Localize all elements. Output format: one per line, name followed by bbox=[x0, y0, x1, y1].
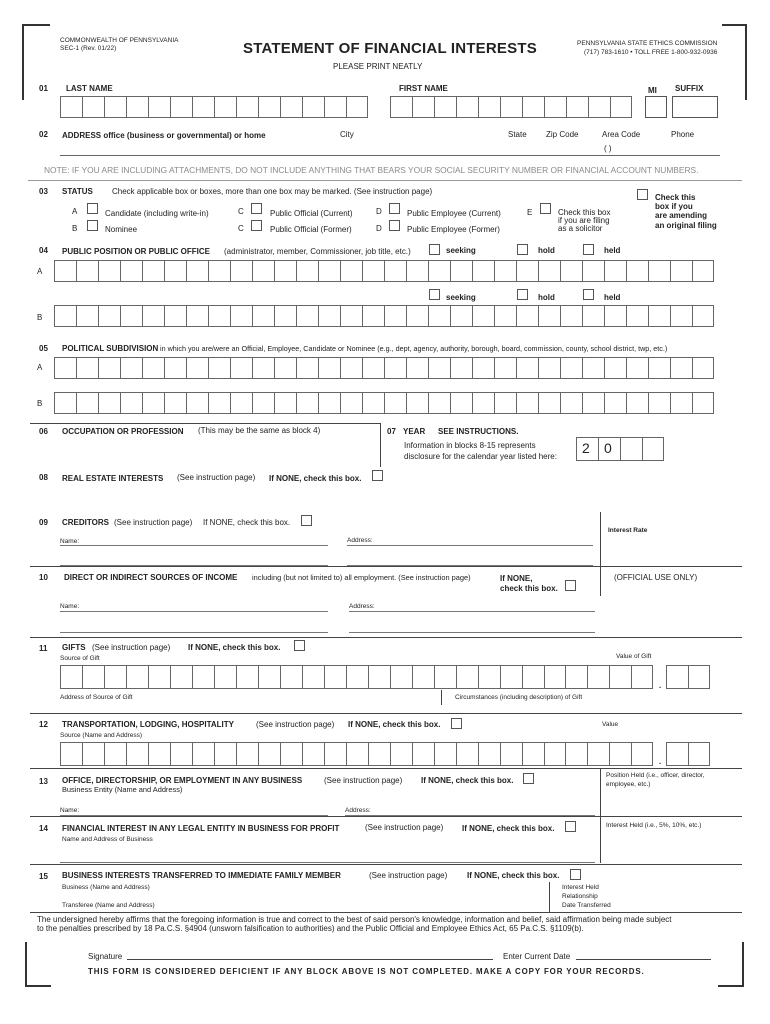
political-subdivision-label: POLITICAL SUBDIVISION bbox=[62, 344, 159, 353]
business-transfer-label: BUSINESS INTERESTS TRANSFERRED TO IMMEDIATE FAMILY MEMBER bbox=[62, 871, 341, 880]
form-title: STATEMENT OF FINANCIAL INTERESTS bbox=[243, 40, 537, 57]
transportation-value-dollars-field[interactable] bbox=[565, 742, 653, 766]
interest-rate-label: Interest Rate bbox=[608, 527, 648, 534]
divider bbox=[380, 423, 381, 467]
divider bbox=[30, 566, 742, 567]
position-a-seeking-label: seeking bbox=[446, 246, 476, 255]
subdivision-a-field[interactable] bbox=[54, 357, 714, 379]
income-address-line-2[interactable] bbox=[349, 632, 595, 633]
status-hint: Check applicable box or boxes, more than one box may be marked. (See instruction page) bbox=[112, 187, 433, 196]
position-b-letter: B bbox=[37, 313, 43, 322]
candidate-label: Candidate (including write-in) bbox=[105, 209, 209, 218]
signature-line[interactable] bbox=[127, 959, 493, 960]
occupation-hint: (This may be the same as block 4) bbox=[198, 426, 321, 435]
status-d-letter: D bbox=[376, 207, 382, 216]
corner-bottom-left-v bbox=[25, 942, 27, 987]
section-09-number: 09 bbox=[39, 518, 48, 527]
business-transfer-hint: (See instruction page) bbox=[369, 871, 448, 880]
last-name-label: LAST NAME bbox=[66, 84, 113, 93]
year-label: YEAR bbox=[403, 427, 426, 436]
transportation-value-label: Value bbox=[602, 721, 619, 728]
office-directorship-label: OFFICE, DIRECTORSHIP, OR EMPLOYMENT IN ANY BUSINESS bbox=[62, 776, 303, 785]
creditors-hint: (See instruction page) bbox=[114, 518, 193, 527]
income-address-label: Address: bbox=[349, 603, 375, 610]
mi-field[interactable] bbox=[645, 96, 667, 118]
section-10-number: 10 bbox=[39, 573, 48, 582]
first-name-label: FIRST NAME bbox=[399, 84, 448, 93]
commission-phone: (717) 783-1610 • TOLL FREE 1-800-932-0936 bbox=[584, 49, 718, 56]
public-official-current-label: Public Official (Current) bbox=[270, 209, 353, 218]
position-b-field[interactable] bbox=[54, 305, 714, 327]
real-estate-none-checkbox[interactable] bbox=[372, 470, 383, 481]
office-directorship-none-checkbox[interactable] bbox=[523, 773, 534, 784]
gifts-none-label: If NONE, check this box. bbox=[188, 643, 281, 652]
creditors-none-checkbox[interactable] bbox=[301, 515, 312, 526]
address-label: ADDRESS office (business or governmental) or home bbox=[62, 131, 266, 140]
section-15-number: 15 bbox=[39, 872, 48, 881]
status-label: STATUS bbox=[62, 187, 93, 196]
transfer-interest-held-label: Interest Held bbox=[562, 884, 599, 891]
section-02-number: 02 bbox=[39, 130, 48, 139]
creditors-address-line[interactable] bbox=[347, 545, 593, 546]
nominee-label: Nominee bbox=[105, 225, 138, 234]
public-employee-current-label: Public Employee (Current) bbox=[407, 209, 501, 218]
solicitor-line-2: if you are filing bbox=[558, 216, 610, 225]
divider bbox=[30, 912, 742, 913]
public-employee-former-label: Public Employee (Former) bbox=[407, 225, 500, 234]
amending-line-3: are amending bbox=[655, 211, 708, 220]
financial-interest-label: FINANCIAL INTEREST IN ANY LEGAL ENTITY IN BUSINESS FOR PROFIT bbox=[62, 824, 340, 833]
income-name-label: Name: bbox=[60, 603, 80, 610]
phone-label: Phone bbox=[671, 130, 695, 139]
section-11-number: 11 bbox=[39, 644, 48, 653]
year-info-2: disclosure for the calendar year listed here: bbox=[404, 452, 557, 461]
section-01-number: 01 bbox=[39, 84, 48, 93]
income-none-label-2: check this box. bbox=[500, 584, 558, 593]
divider bbox=[30, 637, 742, 638]
position-a-hold-checkbox[interactable] bbox=[517, 244, 528, 255]
financial-interest-line[interactable] bbox=[60, 862, 595, 863]
year-hint: SEE INSTRUCTIONS. bbox=[438, 427, 519, 436]
status-a-letter: A bbox=[72, 207, 78, 216]
gift-value-cents-field[interactable] bbox=[666, 665, 710, 689]
subdivision-a-letter: A bbox=[37, 363, 43, 372]
gift-address-label: Address of Source of Gift bbox=[60, 694, 133, 701]
corner-top-left-v bbox=[22, 24, 24, 100]
position-b-hold-checkbox[interactable] bbox=[517, 289, 528, 300]
address-line[interactable] bbox=[60, 155, 720, 156]
gifts-label: GIFTS bbox=[62, 643, 86, 652]
divider bbox=[600, 816, 601, 863]
corner-top-right bbox=[722, 24, 747, 26]
financial-interest-none-checkbox[interactable] bbox=[565, 821, 576, 832]
divider bbox=[30, 713, 742, 714]
status-b-letter: B bbox=[72, 224, 78, 233]
area-code-label: Area Code bbox=[602, 130, 641, 139]
real-estate-none-label: If NONE, check this box. bbox=[269, 474, 362, 483]
public-employee-current-checkbox[interactable] bbox=[389, 203, 400, 214]
transportation-value-decimal: . bbox=[659, 757, 662, 766]
public-official-former-checkbox[interactable] bbox=[251, 220, 262, 231]
subdivision-b-letter: B bbox=[37, 399, 43, 408]
position-held-label-1: Position Held (i.e., officer, director, bbox=[606, 772, 705, 779]
amending-checkbox[interactable] bbox=[637, 189, 648, 200]
transportation-hint: (See instruction page) bbox=[256, 720, 335, 729]
candidate-checkbox[interactable] bbox=[87, 203, 98, 214]
transportation-value-cents-field[interactable] bbox=[666, 742, 710, 766]
last-name-field[interactable] bbox=[60, 96, 368, 118]
business-transfer-none-checkbox[interactable] bbox=[570, 869, 581, 880]
public-employee-former-checkbox[interactable] bbox=[389, 220, 400, 231]
divider bbox=[549, 882, 550, 912]
office-directorship-none-label: If NONE, check this box. bbox=[421, 776, 514, 785]
financial-interest-hint: (See instruction page) bbox=[365, 823, 444, 832]
suffix-label: SUFFIX bbox=[675, 84, 704, 93]
corner-top-left bbox=[22, 24, 50, 26]
position-a-held-label: held bbox=[604, 246, 621, 255]
gift-source-field[interactable] bbox=[60, 665, 566, 689]
creditors-label: CREDITORS bbox=[62, 518, 109, 527]
transfer-relationship-label: Relationship bbox=[562, 893, 598, 900]
corner-bottom-right-v bbox=[742, 942, 744, 987]
signature-label: Signature bbox=[88, 952, 123, 961]
office-name-label: Name: bbox=[60, 807, 80, 814]
position-a-field[interactable] bbox=[54, 260, 714, 282]
income-name-line-2[interactable] bbox=[60, 632, 328, 633]
section-06-number: 06 bbox=[39, 427, 48, 436]
divider bbox=[600, 566, 601, 596]
position-a-held-checkbox[interactable] bbox=[583, 244, 594, 255]
section-13-number: 13 bbox=[39, 777, 48, 786]
transportation-label: TRANSPORTATION, LODGING, HOSPITALITY bbox=[62, 720, 234, 729]
transferee-label: Transferee (Name and Address) bbox=[62, 902, 155, 909]
position-a-letter: A bbox=[37, 267, 43, 276]
section-14-number: 14 bbox=[39, 824, 48, 833]
attachments-note: NOTE: IF YOU ARE INCLUDING ATTACHMENTS, DO NOT INCLUDE ANYTHING THAT BEARS YOUR SOCIAL SECURITY NUMBER OR FINANCIAL ACCOUNT NUMBERS. bbox=[44, 165, 699, 175]
divider bbox=[30, 816, 742, 817]
year-info-1: Information in blocks 8-15 represents bbox=[404, 441, 536, 450]
gift-value-decimal: . bbox=[659, 681, 662, 690]
gift-source-label: Source of Gift bbox=[60, 655, 100, 662]
status-d2-letter: D bbox=[376, 224, 382, 233]
section-03-number: 03 bbox=[39, 187, 48, 196]
public-official-former-label: Public Official (Former) bbox=[270, 225, 352, 234]
year-digit-1: 2 bbox=[582, 440, 590, 456]
position-b-held-label: held bbox=[604, 293, 621, 302]
creditors-name-line[interactable] bbox=[60, 545, 328, 546]
transportation-source-field[interactable] bbox=[60, 742, 566, 766]
gift-value-dollars-field[interactable] bbox=[565, 665, 653, 689]
first-name-field[interactable] bbox=[390, 96, 632, 118]
footer-warning: THIS FORM IS CONSIDERED DEFICIENT IF ANY BLOCK ABOVE IS NOT COMPLETED. MAKE A COPY FOR YOUR RECORDS. bbox=[88, 967, 645, 976]
corner-bottom-right bbox=[718, 985, 744, 987]
divider bbox=[600, 768, 601, 816]
public-position-label: PUBLIC POSITION OR PUBLIC OFFICE bbox=[62, 247, 211, 256]
office-address-label: Address: bbox=[345, 807, 371, 814]
current-date-line[interactable] bbox=[576, 959, 711, 960]
income-address-line[interactable] bbox=[349, 611, 595, 612]
business-transfer-none-label: If NONE, check this box. bbox=[467, 871, 560, 880]
creditors-name-label: Name: bbox=[60, 538, 80, 545]
solicitor-line-1: Check this box bbox=[558, 208, 611, 217]
creditors-address-label: Address: bbox=[347, 537, 373, 544]
mi-label: MI bbox=[648, 86, 657, 95]
position-b-seeking-label: seeking bbox=[446, 293, 476, 302]
status-c-letter: C bbox=[238, 207, 244, 216]
divider bbox=[30, 768, 742, 769]
zip-label: Zip Code bbox=[546, 130, 579, 139]
transfer-date-label: Date Transferred bbox=[562, 902, 611, 909]
transportation-none-checkbox[interactable] bbox=[451, 718, 462, 729]
public-official-current-checkbox[interactable] bbox=[251, 203, 262, 214]
amending-line-2: box if you bbox=[655, 202, 693, 211]
position-held-label-2: employee, etc.) bbox=[606, 781, 651, 788]
transportation-source-label: Source (Name and Address) bbox=[60, 732, 143, 739]
agency-name: COMMONWEALTH OF PENNSYLVANIA bbox=[60, 37, 179, 44]
interest-held-label: Interest Held (i.e., 5%, 10%, etc.) bbox=[606, 822, 702, 829]
form-subtitle: PLEASE PRINT NEATLY bbox=[333, 62, 423, 71]
income-none-label-1: If NONE, bbox=[500, 574, 533, 583]
income-none-checkbox[interactable] bbox=[565, 580, 576, 591]
solicitor-checkbox[interactable] bbox=[540, 203, 551, 214]
gift-circumstances-label: Circumstances (including description) of Gift bbox=[455, 694, 583, 701]
position-a-seeking-checkbox[interactable] bbox=[429, 244, 440, 255]
section-12-number: 12 bbox=[39, 720, 48, 729]
suffix-field[interactable] bbox=[672, 96, 718, 118]
office-directorship-hint: (See instruction page) bbox=[324, 776, 403, 785]
status-e-letter: E bbox=[527, 208, 533, 217]
financial-interest-none-label: If NONE, check this box. bbox=[462, 824, 555, 833]
current-date-label: Enter Current Date bbox=[503, 952, 571, 961]
divider bbox=[28, 180, 742, 181]
divider bbox=[30, 423, 380, 424]
commission-name: PENNSYLVANIA STATE ETHICS COMMISSION bbox=[577, 40, 718, 47]
business-entity-label: Business Entity (Name and Address) bbox=[62, 785, 183, 794]
income-label: DIRECT OR INDIRECT SOURCES OF INCOME bbox=[64, 573, 238, 582]
section-08-number: 08 bbox=[39, 473, 48, 482]
year-digit-2: 0 bbox=[604, 440, 612, 456]
gifts-none-checkbox[interactable] bbox=[294, 640, 305, 651]
transportation-none-label: If NONE, check this box. bbox=[348, 720, 441, 729]
real-estate-label: REAL ESTATE INTERESTS bbox=[62, 474, 164, 483]
political-subdivision-hint: in which you are/were an Official, Employee, Candidate or Nominee (e.g., dept, agency, authority, borough, board, commission, county, school district, twp, etc.) bbox=[160, 344, 668, 353]
corner-bottom-left bbox=[25, 985, 51, 987]
real-estate-hint: (See instruction page) bbox=[177, 473, 256, 482]
section-05-number: 05 bbox=[39, 344, 48, 353]
divider bbox=[30, 864, 742, 865]
status-c2-letter: C bbox=[238, 224, 244, 233]
corner-top-right-v bbox=[745, 24, 747, 100]
solicitor-line-3: as a solicitor bbox=[558, 224, 603, 233]
amending-line-1: Check this bbox=[655, 193, 696, 202]
position-b-seeking-checkbox[interactable] bbox=[429, 289, 440, 300]
amending-line-4: an original filing bbox=[655, 221, 717, 230]
form-id: SEC-1 (Rev. 01/22) bbox=[60, 45, 117, 52]
section-04-number: 04 bbox=[39, 246, 48, 255]
divider bbox=[600, 512, 601, 566]
position-a-hold-label: hold bbox=[538, 246, 555, 255]
area-code-parens: ( ) bbox=[604, 144, 612, 153]
affirmation-line-1: The undersigned hereby affirms that the foregoing information is true and correct to the best of said person's knowledge, information and belief, said affirmation being made subject bbox=[37, 915, 672, 924]
income-name-line[interactable] bbox=[60, 611, 328, 612]
subdivision-b-field[interactable] bbox=[54, 392, 714, 414]
occupation-label: OCCUPATION OR PROFESSION bbox=[62, 427, 184, 436]
gift-value-label: Value of Gift bbox=[616, 653, 652, 660]
affirmation-line-2: to the penalties prescribed by 18 Pa.C.S. §4904 (unsworn falsification to authorities) and the Public Official and Employee Ethics Act, 65 Pa.C.S. §1109(b). bbox=[37, 924, 584, 933]
creditors-none-label: If NONE, check this box. bbox=[203, 518, 291, 527]
section-07-number: 07 bbox=[387, 427, 396, 436]
income-hint: including (but not limited to) all employment. (See instruction page) bbox=[252, 573, 471, 582]
official-use-label: (OFFICIAL USE ONLY) bbox=[614, 573, 698, 582]
state-label: State bbox=[508, 130, 527, 139]
gifts-hint: (See instruction page) bbox=[92, 643, 171, 652]
nominee-checkbox[interactable] bbox=[87, 220, 98, 231]
city-label: City bbox=[340, 130, 354, 139]
transfer-business-label: Business (Name and Address) bbox=[62, 884, 150, 891]
divider bbox=[441, 690, 442, 705]
position-b-held-checkbox[interactable] bbox=[583, 289, 594, 300]
position-b-hold-label: hold bbox=[538, 293, 555, 302]
financial-interest-sub-label: Name and Address of Business bbox=[62, 836, 153, 843]
public-position-hint: (administrator, member, Commissioner, job title, etc.) bbox=[224, 247, 411, 256]
